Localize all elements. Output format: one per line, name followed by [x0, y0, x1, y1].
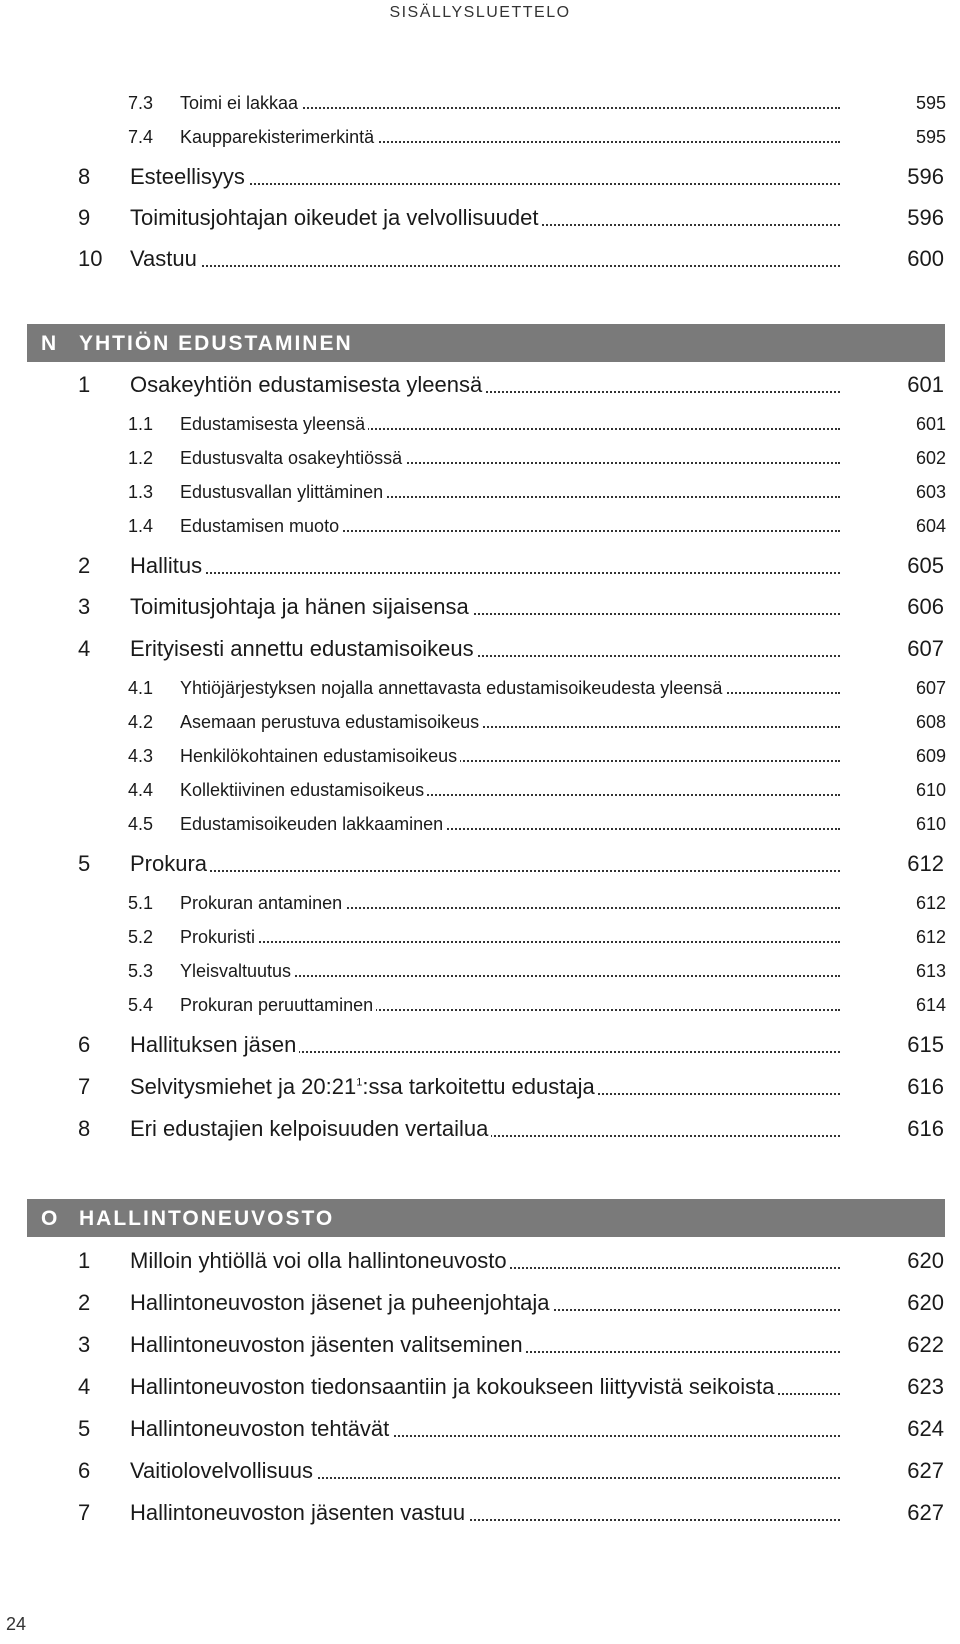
toc-entry[interactable] — [0, 1074, 960, 1104]
entry-page: 605 — [907, 553, 944, 578]
entry-page: 614 — [915, 995, 946, 1015]
entry-number: 4.4 — [128, 780, 154, 800]
entry-page: 615 — [907, 1032, 944, 1057]
entry-title: Eri edustajien kelpoisuuden vertailua — [130, 1116, 491, 1142]
toc-entry[interactable] — [0, 164, 960, 194]
entry-number: 7 — [78, 1074, 91, 1099]
entry-page: 613 — [915, 961, 946, 981]
toc-entry[interactable] — [0, 594, 960, 624]
toc-entry[interactable] — [0, 1374, 960, 1404]
entry-number: 7.3 — [128, 93, 154, 113]
entry-number: 7.4 — [128, 127, 154, 147]
entry-page: 607 — [907, 636, 944, 661]
toc-entry[interactable] — [0, 1248, 960, 1278]
entry-page: 620 — [907, 1248, 944, 1273]
entry-page: 595 — [915, 93, 946, 113]
entry-title: Milloin yhtiöllä voi olla hallintoneuvosto — [130, 1248, 510, 1274]
entry-title: Hallintoneuvoston jäsenten valitseminen — [130, 1332, 526, 1358]
entry-title: Esteellisyys — [130, 164, 248, 190]
dot-leader — [130, 870, 840, 872]
entry-number: 10 — [78, 246, 103, 271]
entry-page: 616 — [907, 1116, 944, 1141]
dot-leader — [180, 941, 840, 943]
entry-number: 3 — [78, 594, 91, 619]
entry-page: 627 — [907, 1458, 944, 1483]
toc-entry[interactable] — [0, 922, 960, 952]
toc-entry[interactable] — [0, 1332, 960, 1362]
entry-number: 4 — [78, 1374, 91, 1399]
entry-number: 4.3 — [128, 746, 154, 766]
toc-entry[interactable] — [0, 1032, 960, 1062]
toc-entry[interactable] — [0, 372, 960, 402]
toc-entry[interactable] — [0, 246, 960, 276]
toc-entry[interactable] — [0, 888, 960, 918]
toc-entry[interactable] — [0, 741, 960, 771]
entry-page: 606 — [907, 594, 944, 619]
toc-entry[interactable] — [0, 636, 960, 666]
entry-page: 612 — [915, 927, 946, 947]
toc-entry[interactable] — [0, 1416, 960, 1446]
entry-title: Vaitiolovelvollisuus — [130, 1458, 316, 1484]
entry-title: Edustamisen muoto — [180, 516, 342, 537]
entry-page: 622 — [907, 1332, 944, 1357]
entry-title: Yleisvaltuutus — [180, 961, 294, 982]
entry-page: 607 — [915, 678, 946, 698]
entry-number: 5.2 — [128, 927, 154, 947]
entry-number: 8 — [78, 1116, 91, 1141]
toc-entry[interactable] — [0, 707, 960, 737]
entry-title: Edustusvalta osakeyhtiössä — [180, 448, 405, 469]
entry-number: 5.3 — [128, 961, 154, 981]
toc-entry[interactable] — [0, 205, 960, 235]
entry-title: Toimitusjohtaja ja hänen sijaisensa — [130, 594, 472, 620]
section-heading-n[interactable] — [27, 324, 945, 362]
entry-number: 5.1 — [128, 893, 154, 913]
section-title: HALLINTONEUVOSTO — [79, 1207, 335, 1230]
entry-title: Prokuran peruuttaminen — [180, 995, 376, 1016]
entry-number: 4.5 — [128, 814, 154, 834]
toc-entry[interactable] — [0, 1500, 960, 1530]
entry-number: 1 — [78, 372, 91, 397]
entry-title: Prokura — [130, 851, 210, 877]
entry-number: 2 — [78, 553, 91, 578]
entry-number: 4.2 — [128, 712, 154, 732]
entry-page: 596 — [907, 205, 944, 230]
entry-title-superscript: 1 — [356, 1076, 363, 1089]
section-letter: N — [41, 332, 59, 355]
entry-number: 6 — [78, 1458, 91, 1483]
entry-title: Hallintoneuvoston jäsenten vastuu — [130, 1500, 468, 1526]
entry-page: 610 — [915, 814, 946, 834]
entry-page: 604 — [915, 516, 946, 536]
entry-title: Hallituksen jäsen — [130, 1032, 299, 1058]
entry-title: Kaupparekisterimerkintä — [180, 127, 377, 148]
entry-title: Prokuran antaminen — [180, 893, 345, 914]
toc-entry[interactable] — [0, 443, 960, 473]
toc-entry[interactable] — [0, 775, 960, 805]
entry-title: Edustusvallan ylittäminen — [180, 482, 386, 503]
entry-title: Kollektiivinen edustamisoikeus — [180, 780, 427, 801]
toc-entry[interactable] — [0, 477, 960, 507]
dot-leader — [130, 572, 840, 574]
entry-page: 623 — [907, 1374, 944, 1399]
entry-number: 6 — [78, 1032, 91, 1057]
toc-entry[interactable] — [0, 990, 960, 1020]
entry-number: 1.1 — [128, 414, 154, 434]
entry-title: Hallintoneuvoston tehtävät — [130, 1416, 392, 1442]
entry-page: 610 — [915, 780, 946, 800]
entry-number: 1.3 — [128, 482, 154, 502]
toc-entry[interactable] — [0, 809, 960, 839]
entry-title: Henkilökohtainen edustamisoikeus — [180, 746, 460, 767]
entry-page: 608 — [915, 712, 946, 732]
entry-title: Hallintoneuvoston jäsenet ja puheenjohtaja — [130, 1290, 553, 1316]
toc-entry[interactable] — [0, 511, 960, 541]
entry-page: 602 — [915, 448, 946, 468]
entry-title: Edustamisesta yleensä — [180, 414, 368, 435]
entry-title: Vastuu — [130, 246, 200, 272]
entry-page: 596 — [907, 164, 944, 189]
entry-number: 9 — [78, 205, 91, 230]
toc-entry[interactable] — [0, 1458, 960, 1488]
entry-number: 5 — [78, 851, 91, 876]
toc-entry[interactable] — [0, 673, 960, 703]
toc-entry[interactable] — [0, 956, 960, 986]
entry-page: 601 — [915, 414, 946, 434]
entry-number: 8 — [78, 164, 91, 189]
entry-page: 620 — [907, 1290, 944, 1315]
entry-page: 612 — [907, 851, 944, 876]
entry-page: 624 — [907, 1416, 944, 1441]
entry-number: 1.2 — [128, 448, 154, 468]
entry-title-main: Selvitysmiehet ja 20:21 — [130, 1074, 357, 1099]
entry-page: 609 — [915, 746, 946, 766]
entry-title: Yhtiöjärjestyksen nojalla annettavasta edustamisoikeudesta yleensä — [180, 678, 725, 699]
entry-title: Toimi ei lakkaa — [180, 93, 301, 114]
entry-title — [130, 1074, 598, 1100]
dot-leader — [130, 265, 840, 267]
entry-page: 603 — [915, 482, 946, 502]
entry-number: 3 — [78, 1332, 91, 1357]
toc-entry[interactable] — [0, 409, 960, 439]
entry-title: Erityisesti annettu edustamisoikeus — [130, 636, 477, 662]
toc-entry[interactable] — [0, 1116, 960, 1146]
toc-entry[interactable] — [0, 88, 960, 118]
entry-number: 1 — [78, 1248, 91, 1273]
entry-number: 1.4 — [128, 516, 154, 536]
entry-title: Edustamisoikeuden lakkaaminen — [180, 814, 446, 835]
entry-title: Osakeyhtiön edustamisesta yleensä — [130, 372, 485, 398]
entry-number: 4.1 — [128, 678, 154, 698]
entry-page: 595 — [915, 127, 946, 147]
entry-page: 627 — [907, 1500, 944, 1525]
entry-page: 616 — [907, 1074, 944, 1099]
toc-entry[interactable] — [0, 1290, 960, 1320]
section-heading-o[interactable] — [27, 1199, 945, 1237]
entry-page: 612 — [915, 893, 946, 913]
entry-number: 5 — [78, 1416, 91, 1441]
section-letter: O — [41, 1207, 60, 1230]
section-title: YHTIÖN EDUSTAMINEN — [79, 332, 353, 355]
entry-number: 7 — [78, 1500, 91, 1525]
entry-title: Hallintoneuvoston tiedonsaantiin ja kokoukseen liittyvistä seikoista — [130, 1374, 777, 1400]
entry-title: Asemaan perustuva edustamisoikeus — [180, 712, 482, 733]
entry-title: Toimitusjohtajan oikeudet ja velvollisuudet — [130, 205, 541, 231]
entry-number: 2 — [78, 1290, 91, 1315]
page-number: 24 — [6, 1614, 27, 1634]
entry-title-rest: :ssa tarkoitettu edustaja — [362, 1074, 595, 1099]
running-head: SISÄLLYSLUETTELO — [389, 4, 571, 21]
toc-entry[interactable] — [0, 122, 960, 152]
entry-title: Hallitus — [130, 553, 205, 579]
entry-number: 4 — [78, 636, 91, 661]
toc-entry[interactable] — [0, 553, 960, 583]
entry-number: 5.4 — [128, 995, 154, 1015]
toc-entry[interactable] — [0, 851, 960, 881]
entry-title: Prokuristi — [180, 927, 258, 948]
entry-page: 600 — [907, 246, 944, 271]
entry-page: 601 — [907, 372, 944, 397]
